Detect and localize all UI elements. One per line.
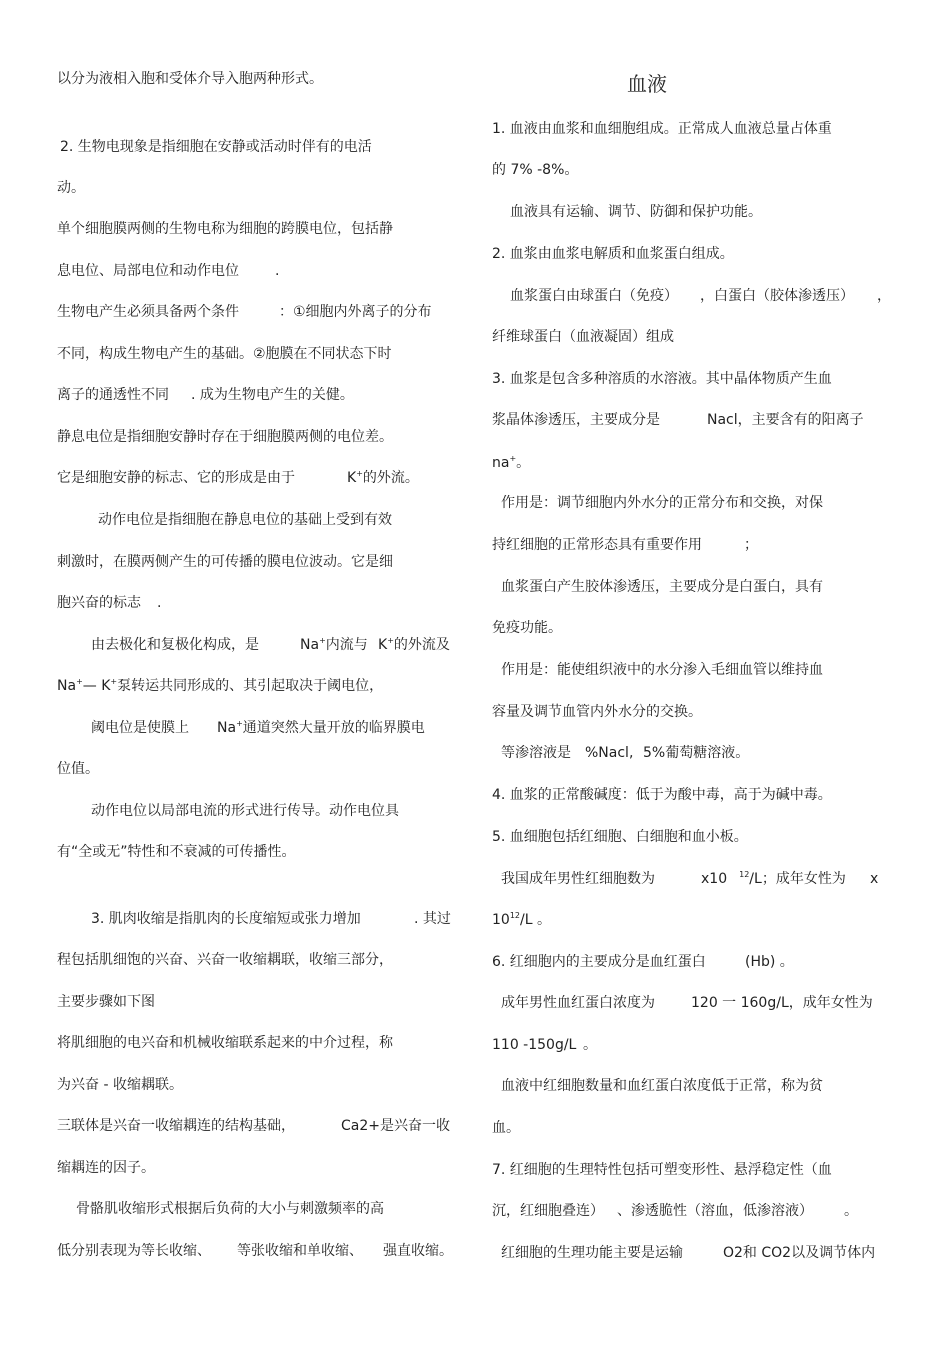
text-fragment: 、渗透脆性（溶血，低渗溶液） bbox=[617, 1203, 813, 1219]
text-line: 免疫功能。 bbox=[492, 620, 562, 636]
text-line: 浆晶体渗透压，主要成分是 bbox=[492, 412, 660, 428]
text-line: 主要步骤如下图 bbox=[57, 994, 155, 1010]
text-line: 它是细胞安静的标志、它的形成是由于 bbox=[57, 470, 295, 486]
text-line: 等渗溶液是 bbox=[501, 745, 571, 761]
text-line: 成年男性血红蛋白浓度为 bbox=[501, 995, 655, 1011]
text-fragment: . 其过 bbox=[414, 911, 451, 927]
text-line: 6. 红细胞内的主要成分是血红蛋白 bbox=[492, 954, 706, 970]
text-line: 缩耦连的因子。 bbox=[57, 1160, 155, 1176]
text-fragment: Na+内流与 bbox=[300, 636, 368, 653]
text-line: 生物电产生必须具备两个条件 bbox=[57, 304, 239, 320]
text-fragment: ； bbox=[744, 537, 758, 553]
text-fragment: ，白蛋白（胶体渗透压） bbox=[700, 288, 854, 304]
text-line: 血浆蛋白产生胶体渗透压，主要成分是白蛋白，具有 bbox=[501, 579, 823, 595]
text-fragment: K+的外流及 bbox=[378, 636, 450, 653]
text-fragment: 强直收缩。 bbox=[383, 1243, 453, 1259]
text-line: 低分别表现为等长收缩、 bbox=[57, 1243, 211, 1259]
text-line: 三联体是兴奋一收缩耦连的结构基础， bbox=[57, 1118, 295, 1134]
text-line: 3. 血浆是包含多种溶质的水溶液。其中晶体物质产生血 bbox=[492, 371, 832, 387]
text-line: 纤维球蛋白（血液凝固）组成 bbox=[492, 329, 674, 345]
text-line: 4. 血浆的正常酸碱度：低于为酸中毒，高于为碱中毒。 bbox=[492, 787, 832, 803]
text-fragment: K+的外流。 bbox=[347, 469, 419, 486]
text-line: 为兴奋 - 收缩耦联。 bbox=[57, 1077, 183, 1093]
text-line: 动作电位以局部电流的形式进行传导。动作电位具 bbox=[91, 803, 399, 819]
text-line: 将肌细胞的电兴奋和机械收缩联系起来的中介过程，称 bbox=[57, 1035, 393, 1051]
text-line: 血浆蛋白由球蛋白（免疫） bbox=[510, 288, 678, 304]
text-line: 5. 血细胞包括红细胞、白细胞和血小板。 bbox=[492, 829, 748, 845]
text-fragment: Nacl，主要含有的阳离子 bbox=[707, 412, 864, 428]
text-line: 作用是：能使组织液中的水分渗入毛细血管以维持血 bbox=[501, 662, 823, 678]
text-line: 不同，构成生物电产生的基础。②胞膜在不同状态下时 bbox=[57, 346, 392, 362]
text-line: 1. 血液由血浆和血细胞组成。正常成人血液总量占体重 bbox=[492, 121, 832, 137]
text-line: 静息电位是指细胞安静时存在于细胞膜两侧的电位差。 bbox=[57, 429, 393, 445]
text-fragment: Ca2+是兴奋一收 bbox=[341, 1118, 450, 1134]
text-line: 7. 红细胞的生理特性包括可塑变形性、悬浮稳定性（血 bbox=[492, 1162, 832, 1178]
text-line: 骨骼肌收缩形式根据后负荷的大小与刺激频率的高 bbox=[76, 1201, 384, 1217]
text-line: 动。 bbox=[57, 180, 85, 196]
text-fragment: (Hb) 。 bbox=[745, 954, 794, 970]
text-fragment: 。 bbox=[583, 1037, 597, 1053]
text-line: 的 7% -8%。 bbox=[492, 162, 579, 178]
text-line: 程包括肌细饱的兴奋、兴奋一收缩耦联，收缩三部分， bbox=[57, 952, 393, 968]
text-fragment: . bbox=[275, 263, 280, 279]
text-line: 沉，红细胞叠连） bbox=[492, 1203, 604, 1219]
text-line: 我国成年男性红细胞数为 bbox=[501, 871, 655, 887]
text-line: 容量及调节血管内外水分的交换。 bbox=[492, 704, 702, 720]
text-line: Na+— K+泵转运共同形成的、其引起取决于阈电位， bbox=[57, 677, 384, 694]
text-line: 息电位、局部电位和动作电位 bbox=[57, 263, 239, 279]
text-line: 血液具有运输、调节、防御和保护功能。 bbox=[510, 204, 762, 220]
text-line: 刺激时，在膜两侧产生的可传播的膜电位波动。它是细 bbox=[57, 554, 393, 570]
text-line: 位值。 bbox=[57, 761, 99, 777]
text-line: na+。 bbox=[492, 454, 531, 471]
text-line: 胞兴奋的标志 bbox=[57, 595, 141, 611]
text-line: 红细胞的生理功能主要是运输 bbox=[501, 1245, 683, 1261]
text-fragment: 等张收缩和单收缩、 bbox=[237, 1243, 363, 1259]
section-2-heading: 2. 生物电现象是指细胞在安静或活动时伴有的电活 bbox=[60, 139, 372, 155]
text-line: 血液中红细胞数量和血红蛋白浓度低于正常，称为贫 bbox=[501, 1078, 823, 1094]
text-line: 有“全或无”特性和不衰减的可传播性。 bbox=[57, 844, 296, 860]
text-fragment: Na+通道突然大量开放的临界膜电 bbox=[217, 719, 425, 736]
text-fragment: ， bbox=[877, 288, 891, 304]
text-fragment: 。 bbox=[844, 1203, 858, 1219]
text-line: 作用是：调节细胞内外水分的正常分布和交换，对保 bbox=[501, 495, 823, 511]
text-line: 以分为液相入胞和受体介导入胞两种形式。 bbox=[57, 71, 323, 87]
text-line: 2. 血浆由血浆电解质和血浆蛋白组成。 bbox=[492, 246, 734, 262]
text-line: 由去极化和复极化构成，是 bbox=[91, 637, 259, 653]
text-fragment: 120 一 160g/L，成年女性为 bbox=[691, 995, 873, 1011]
text-line: 离子的通透性不同 bbox=[57, 387, 169, 403]
text-line: 110 -150g/L bbox=[492, 1037, 577, 1053]
text-fragment: x10 $^{12}$/L；成年女性为 bbox=[701, 870, 846, 887]
text-line: 单个细胞膜两侧的生物电称为细胞的跨膜电位，包括静 bbox=[57, 221, 393, 237]
text-fragment: . 成为生物电产生的关健。 bbox=[191, 387, 354, 403]
text-fragment: ：①细胞内外离子的分布 bbox=[279, 304, 432, 320]
section-3-heading: 3. 肌肉收缩是指肌肉的长度缩短或张力增加 bbox=[91, 911, 361, 927]
text-line: 血。 bbox=[492, 1120, 520, 1136]
text-line: 持红细胞的正常形态具有重要作用 bbox=[492, 537, 702, 553]
text-line: 动作电位是指细胞在静息电位的基础上受到有效 bbox=[98, 512, 392, 528]
text-fragment: O2和 CO2以及调节体内 bbox=[723, 1245, 876, 1261]
text-line: 阈电位是使膜上 bbox=[91, 720, 189, 736]
text-line: $10^{12}/L$ 。 bbox=[492, 911, 551, 928]
text-fragment: x bbox=[870, 871, 879, 887]
section-title: 血液 bbox=[627, 72, 667, 96]
text-fragment: . bbox=[157, 595, 162, 611]
text-fragment: %Nacl, bbox=[585, 745, 634, 761]
text-fragment: 5%葡萄糖溶液。 bbox=[643, 745, 750, 761]
